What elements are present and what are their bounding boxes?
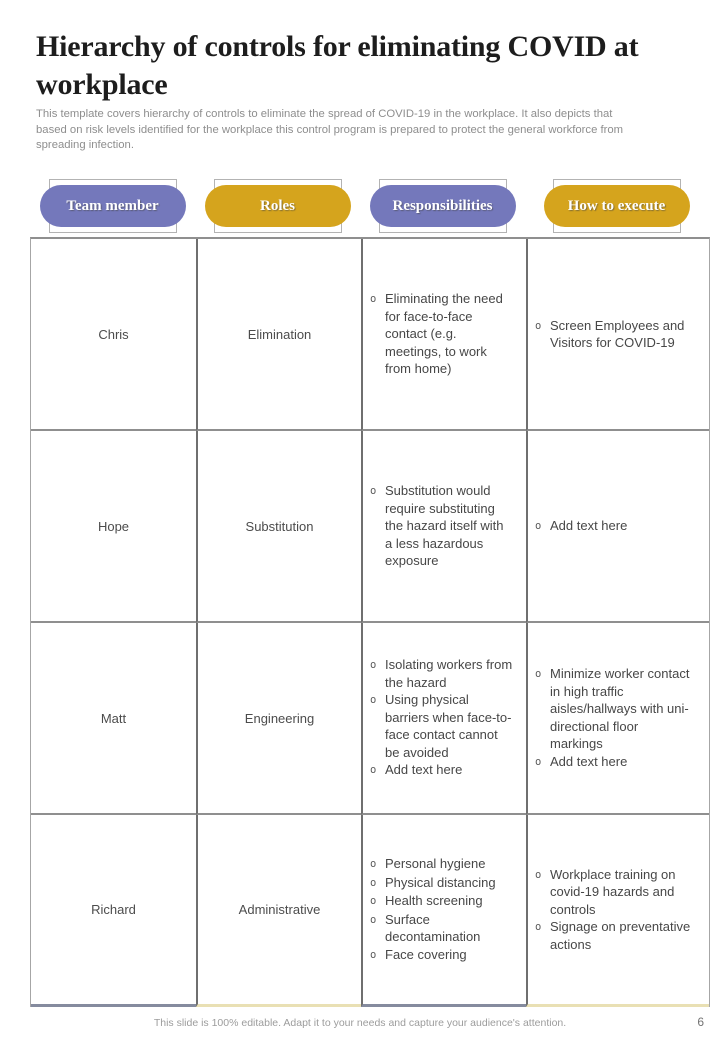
bullet-text: Workplace training on covid-19 hazards and controls: [550, 866, 676, 917]
bullet-text: Substitution would require substituting the hazard itself with a less hazardous exposure: [385, 483, 504, 569]
column-header: [525, 178, 708, 234]
responsibilities-cell[interactable]: [361, 623, 526, 815]
bullet-text: Minimize worker contact in high traffic aisles/hallways with uni-directional floor markings: [550, 666, 690, 751]
bullet-item: [535, 918, 691, 953]
role-cell[interactable]: [196, 623, 361, 815]
page-title: Hierarchy of controls for eliminating COVID at workplace: [36, 30, 639, 101]
team-member-cell[interactable]: [31, 431, 196, 623]
bullet-item: [370, 946, 514, 965]
circle-bullet-icon: o: [370, 913, 377, 926]
team-member-name: Hope: [97, 518, 130, 534]
slide-subtitle: [36, 107, 696, 154]
role-name: Substitution: [245, 518, 314, 534]
responsibilities-list: [370, 855, 514, 964]
circle-bullet-icon: o: [535, 921, 542, 934]
bullet-item: [370, 482, 514, 570]
execution-list: [535, 517, 691, 536]
footer-note: This slide is 100% editable. Adapt it to your needs and capture your audience's attention.: [153, 1017, 567, 1029]
team-member-name: Richard: [91, 902, 136, 917]
column-header: [30, 178, 195, 234]
page-number: 6: [697, 1015, 704, 1029]
bullet-item: [370, 855, 514, 874]
responsibilities-cell[interactable]: [361, 431, 526, 623]
controls-table: [30, 237, 710, 1007]
execution-cell[interactable]: [526, 623, 709, 815]
bullet-text: Add text here: [550, 753, 628, 769]
column-header-label: How to execute: [567, 198, 666, 214]
team-member-name: Chris: [98, 326, 129, 342]
circle-bullet-icon: o: [535, 519, 542, 532]
bullet-item: [370, 290, 514, 378]
circle-bullet-icon: o: [370, 895, 377, 907]
column-header: [195, 178, 360, 234]
execution-list: [535, 866, 691, 954]
bullet-item: [535, 517, 691, 536]
bullet-text: Eliminating the need for face-to-face contact (e.g. meetings, to work from home): [385, 291, 503, 377]
subtitle-line: This template covers hierarchy of controls to eliminate the spread of COVID-19 in the workplace. It also depicts that: [36, 108, 613, 120]
role-name: Engineering: [244, 710, 315, 726]
execution-list: [535, 665, 691, 771]
circle-bullet-icon: o: [370, 659, 377, 672]
responsibilities-cell[interactable]: [361, 239, 526, 431]
column-header-pill[interactable]: [544, 185, 690, 227]
responsibilities-list: [370, 656, 514, 780]
bullet-item: [370, 911, 514, 946]
execution-cell[interactable]: [526, 239, 709, 431]
team-member-cell[interactable]: [31, 815, 196, 1007]
bullet-text: Using physical barriers when face-to-face contact cannot be avoided: [385, 692, 512, 760]
role-cell[interactable]: [196, 431, 361, 623]
column-header-label: Roles: [260, 198, 295, 214]
bullet-item: [535, 753, 691, 772]
bullet-text: Personal hygiene: [385, 856, 486, 871]
responsibilities-list: [370, 482, 514, 570]
circle-bullet-icon: o: [370, 293, 377, 306]
subtitle-line: spreading infection.: [36, 139, 134, 151]
bullet-item: [370, 691, 514, 761]
circle-bullet-icon: o: [535, 755, 542, 768]
circle-bullet-icon: o: [370, 764, 377, 777]
circle-bullet-icon: o: [370, 694, 377, 707]
bullet-text: Signage on preventative actions: [550, 919, 691, 952]
column-header-pill[interactable]: [40, 185, 186, 227]
column-header-label: Team member: [66, 198, 159, 214]
circle-bullet-icon: o: [370, 948, 377, 961]
bullet-text: Add text here: [385, 762, 463, 778]
responsibilities-cell[interactable]: [361, 815, 526, 1007]
circle-bullet-icon: o: [535, 868, 542, 881]
bullet-item: [370, 656, 514, 691]
circle-bullet-icon: o: [370, 876, 377, 889]
role-name: Administrative: [238, 902, 321, 917]
execution-list: [535, 317, 691, 352]
bullet-text: Health screening: [385, 893, 483, 908]
team-member-cell[interactable]: [31, 239, 196, 431]
bullet-item: [535, 866, 691, 919]
bullet-item: [370, 892, 514, 911]
execution-cell[interactable]: [526, 431, 709, 623]
column-header-row: [30, 178, 708, 234]
bullet-text: Isolating workers from the hazard: [385, 657, 513, 690]
column-header-label: Responsibilities: [392, 198, 493, 214]
role-name: Elimination: [247, 326, 312, 342]
column-header-pill[interactable]: [205, 185, 351, 227]
circle-bullet-icon: o: [535, 319, 542, 332]
bullet-item: [535, 317, 691, 352]
circle-bullet-icon: o: [535, 668, 542, 680]
bullet-text: Screen Employees and Visitors for COVID-19: [550, 317, 685, 350]
bullet-text: Add text here: [550, 517, 628, 533]
circle-bullet-icon: o: [370, 858, 377, 870]
bullet-item: [370, 874, 514, 893]
column-header: [360, 178, 525, 234]
subtitle-line: based on risk levels identified for the workplace this control program is prepared to protect the general workforce from: [36, 123, 624, 136]
responsibilities-list: [370, 290, 514, 378]
bullet-item: [535, 665, 691, 753]
role-cell[interactable]: [196, 239, 361, 431]
circle-bullet-icon: o: [370, 485, 377, 498]
bullet-text: Surface decontamination: [385, 911, 481, 944]
bullet-text: Physical distancing: [385, 874, 496, 890]
column-header-pill[interactable]: [370, 185, 516, 227]
role-cell[interactable]: [196, 815, 361, 1007]
bullet-text: Face covering: [385, 946, 467, 962]
execution-cell[interactable]: [526, 815, 709, 1007]
team-member-name: Matt: [100, 710, 127, 726]
team-member-cell[interactable]: [31, 623, 196, 815]
bullet-item: [370, 761, 514, 780]
